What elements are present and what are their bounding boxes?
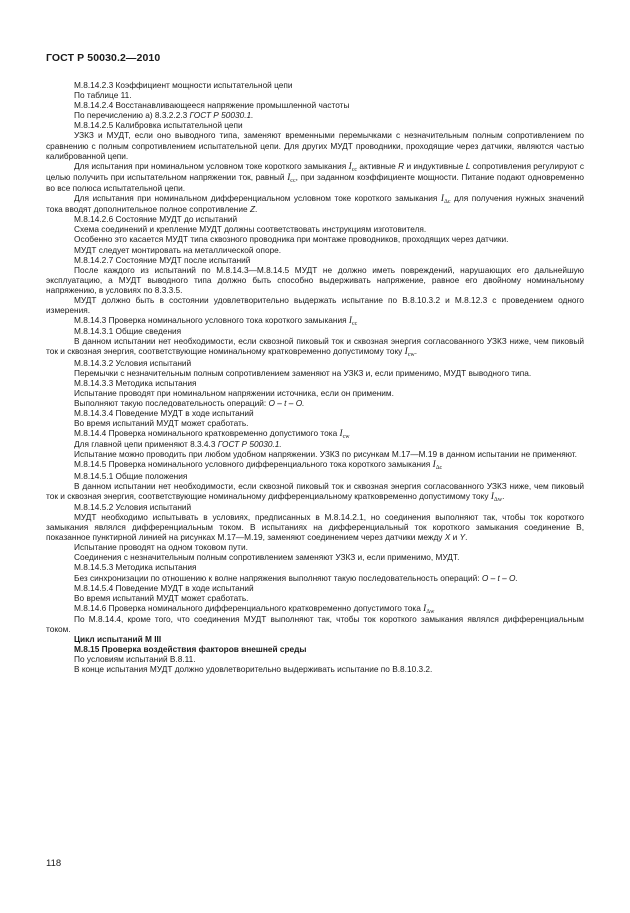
section-heading: М.8.14.5.1 Общие положения	[74, 470, 188, 481]
symbol-letter: I	[490, 491, 494, 502]
symbol-subscript: cc	[352, 321, 358, 328]
paragraph: После каждого из испытаний по М.8.14.3—М.8.14.5 МУДТ не должно иметь повреждений, нарушающих его дальнейшую эксплуатацию, а МУДТ выводного типа должно быть способно выдерживать напряжение, равное его двойному номинальному напряжению, в условиях по 8.3.3.5.	[46, 264, 584, 295]
paragraph: По условиям испытаний В.8.11.	[74, 654, 196, 665]
symbol-letter: I	[432, 460, 436, 471]
symbol-letter: I	[404, 347, 408, 358]
text: По перечислению а) 8.3.2.2.3	[74, 110, 190, 121]
paragraph	[46, 439, 584, 449]
page-header: ГОСТ Р 50030.2—2010	[46, 52, 161, 64]
symbol	[404, 346, 418, 359]
text: .	[255, 204, 258, 215]
symbol-subscript: Δw	[493, 496, 503, 503]
paragraph	[46, 193, 584, 214]
symbol: X	[444, 532, 451, 543]
standard-reference: ГОСТ Р 50030.1.	[189, 110, 254, 121]
text: .	[465, 532, 468, 543]
paragraph: МУДТ должно быть в состоянии удовлетворительно выдержать испытание по В.8.10.3.2 и М.8.12.3 с проведением одного измерения.	[46, 294, 584, 316]
section-heading: М.8.14.2.4 Восстанавливающееся напряжение промышленной частоты	[74, 100, 350, 111]
symbol-letter: I	[339, 429, 343, 440]
text: Для испытания при номинальном дифференциальном условном токе короткого замыкания	[74, 193, 441, 204]
symbol-subscript: cc	[351, 166, 358, 173]
section-heading: М.8.14.2.7 Состояние МУДТ после испытаний	[74, 254, 251, 265]
paragraph: Во время испытаний МУДТ может сработать.	[74, 592, 249, 603]
paragraph: Испытание проводят на одном токовом пути.	[74, 542, 248, 553]
text: В данном испытании нет необходимости, если сквозной пиковый ток и сквозная энергия согласованного УЗКЗ ниже, чем пиковый ток и сквозная энергия, соответствующие номинальному кратковременно допустимому току	[46, 336, 584, 357]
section-heading	[46, 428, 584, 439]
text: М.8.14.5 Проверка номинального условного дифференциального тока короткого замыкания	[74, 459, 433, 470]
paragraph: Особенно это касается МУДТ типа сквозного проводника при монтаже проводников, проходящих через датчики.	[74, 234, 509, 245]
text: сопротивления регулируют с целью получить при испытательном напряжении ток, равный	[46, 160, 585, 182]
section-heading: М.8.14.5.2 Условия испытаний	[74, 501, 192, 512]
paragraph: В конце испытания МУДТ должно удовлетворительно выдерживать испытание по В.8.10.3.2.	[74, 664, 433, 675]
symbol	[349, 316, 357, 326]
symbol	[433, 460, 443, 470]
paragraph	[46, 398, 584, 408]
paragraph	[46, 512, 584, 542]
text: МУДТ необходимо испытывать в условиях, предписанных в М.8.14.2.1, но соединения выполняют так, чтобы ток короткого замыкания являлся дифференциальным током. В испытаниях на дифференциальный ток короткого замыкания соединение В, показанное пунктирной линией на рисунках М.17—М.19, заменяют соединением через датчики между	[46, 511, 584, 543]
paragraph: УЗКЗ и МУДТ, если оно выводного типа, заменяют временными перемычками с незначительным полным сопротивлением по сравнению с полным сопротивлением испытательной цепи. Для других МУДТ проводники, проходящие через датчики, являются частью калиброванной цепи.	[46, 130, 584, 161]
symbol	[287, 173, 295, 183]
symbol-subscript: cw	[342, 434, 350, 441]
section-heading	[46, 459, 584, 470]
section-heading: М.8.14.5.3 Методика испытания	[74, 562, 197, 573]
paragraph: Испытание можно проводить при любом удобном напряжении. УЗКЗ по рисункам М.17—М.19 в данном испытании не применяют.	[74, 449, 577, 460]
text: .	[502, 490, 505, 501]
page-number: 118	[46, 858, 62, 869]
symbol	[441, 194, 451, 204]
symbol: Z	[249, 204, 256, 215]
symbol	[423, 604, 434, 614]
paragraph	[46, 161, 584, 193]
paragraph: Во время испытаний МУДТ может сработать.	[74, 418, 249, 429]
paragraph: По таблице 11.	[74, 90, 132, 101]
symbol-letter: I	[287, 172, 291, 183]
symbol-letter: I	[423, 603, 427, 614]
section-heading: М.8.14.3.2 Условия испытаний	[74, 357, 192, 368]
text: М.8.14.3 Проверка номинального условного тока короткого замыкания	[74, 315, 349, 326]
section-heading	[46, 315, 584, 326]
symbol: Y	[459, 532, 466, 543]
text: для получения нужных значений тока вводят дополнительное полное сопротивление	[46, 193, 584, 215]
section-heading: М.8.14.3.3 Методика испытания	[74, 377, 197, 388]
text: М.8.14.4 Проверка номинального кратковременно допустимого тока	[74, 428, 340, 439]
text: .	[414, 346, 418, 357]
paragraph: Перемычки с незначительным полным сопротивлением заменяют на УЗКЗ и, если применимо, МУДТ выводного типа.	[74, 367, 532, 378]
paragraph: Схема соединений и крепление МУДТ должны соответствовать инструкциям изготовителя.	[74, 224, 427, 235]
text: и индуктивные	[404, 160, 466, 171]
section-heading: М.8.15 Проверка воздействия факторов внешней среды	[74, 644, 307, 655]
symbol-letter: I	[440, 194, 445, 205]
symbol-subscript: cw	[407, 352, 415, 359]
paragraph	[46, 481, 584, 502]
section-heading: М.8.14.2.5 Калибровка испытательной цепи	[74, 120, 243, 131]
symbol-subscript: cc	[290, 177, 296, 184]
symbol	[490, 490, 505, 503]
section-heading	[46, 603, 584, 614]
section-heading: М.8.14.3.1 Общие сведения	[74, 326, 182, 337]
symbol	[349, 162, 357, 172]
symbol	[339, 429, 349, 439]
section-heading: М.8.14.5.4 Поведение МУДТ в ходе испытаний	[74, 582, 254, 593]
cycle-heading: Цикл испытаний М III	[74, 634, 162, 645]
paragraph: Испытание проводят при номинальном напряжении источника, если он применим.	[74, 387, 394, 398]
section-heading: М.8.14.2.3 Коэффициент мощности испытательной цепи	[74, 80, 293, 90]
paragraph: Соединения с незначительным полным сопротивлением заменяют УЗКЗ и, если применимо, МУДТ.	[74, 552, 460, 563]
text: активные	[357, 160, 399, 171]
paragraph	[46, 573, 584, 583]
page-body	[46, 80, 584, 674]
symbol-letter: I	[348, 316, 353, 327]
text: , при заданном коэффициенте мощности. Питание подают одновременно во все полюса испытательной цепи.	[46, 171, 584, 193]
text: Для главной цепи применяют 8.3.4.3	[74, 439, 218, 450]
operation-sequence: О – t – О.	[481, 572, 518, 583]
text: Выполняют такую последовательность операций:	[74, 397, 269, 408]
text: В данном испытании нет необходимости, если сквозной пиковый ток и сквозная энергия согласованного УЗКЗ ниже, чем пиковый ток и сквозная энергия, соответствующие номинальному дифференциальному кратковременно допустимому току	[46, 480, 584, 501]
symbol-letter: I	[348, 161, 352, 172]
operation-sequence: О – t – О.	[268, 397, 305, 408]
paragraph	[46, 110, 584, 120]
symbol: R	[398, 160, 405, 171]
text: Для испытания при номинальном условном токе короткого замыкания	[74, 160, 349, 171]
text: и	[450, 532, 460, 543]
paragraph	[46, 336, 584, 357]
paragraph: МУДТ следует монтировать на металлической опоре.	[74, 244, 282, 255]
symbol: L	[465, 160, 471, 171]
symbol-subscript: Δc	[444, 199, 451, 206]
symbol-subscript: Δc	[435, 465, 443, 472]
section-heading: М.8.14.2.6 Состояние МУДТ до испытаний	[74, 214, 238, 225]
section-heading: М.8.14.3.4 Поведение МУДТ в ходе испытаний	[74, 408, 254, 418]
paragraph: По М.8.14.4, кроме того, что соединения МУДТ выполняют так, чтобы ток короткого замыкания являлся дифференциальным током.	[46, 613, 584, 634]
standard-reference: ГОСТ Р 50030.1.	[217, 439, 282, 450]
text: М.8.14.6 Проверка номинального дифференциального кратковременно допустимого тока	[74, 602, 424, 613]
text: Без синхронизации по отношению к волне напряжения выполняют такую последовательность операций:	[74, 572, 482, 583]
symbol-subscript: Δw	[426, 608, 435, 615]
